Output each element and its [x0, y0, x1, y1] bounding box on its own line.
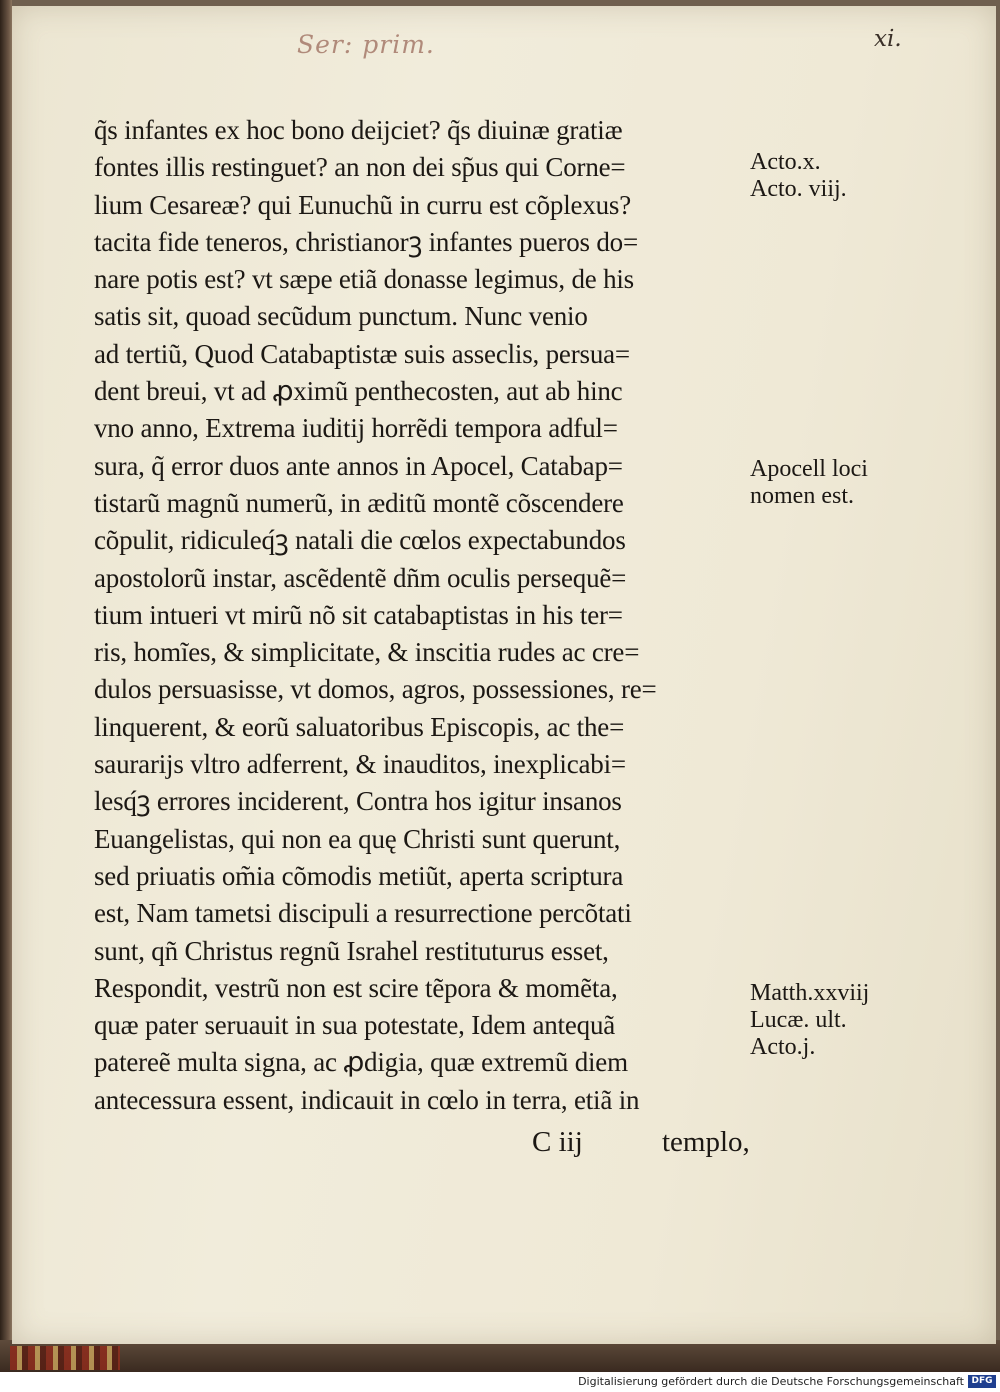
dfg-logo: DFG: [968, 1375, 996, 1388]
text-line: sura, q̃ error duos ante annos in Apocel, Catabap=: [94, 450, 623, 481]
margin-note-line: Acto.x.: [750, 149, 821, 175]
margin-note-line: Apocell loci: [750, 456, 868, 482]
text-line: sunt, qñ Christus regnũ Israhel restituturus esset,: [94, 935, 609, 966]
margin-note-line: Acto.j.: [750, 1034, 816, 1060]
book-spine-edge: [0, 0, 12, 1372]
text-line: tium intueri vt mirũ nõ sit catabaptistas in his ter=: [94, 599, 623, 630]
margin-note-line: Lucæ. ult.: [750, 1007, 847, 1033]
book-bottom-edge: [0, 1340, 1000, 1372]
text-line: nare potis est? vt sæpe etiã donasse legimus, de his: [94, 264, 634, 295]
text-line: apostolorũ instar, ascẽdentẽ dñm oculis persequẽ=: [94, 562, 627, 593]
text-line: antecessura essent, indicauit in cœlo in terra, etiã in: [94, 1084, 640, 1115]
signature-mark: C iij: [532, 1126, 583, 1158]
text-line: cõpulit, ridiculeq́ꝫ natali die cœlos expectabundos: [94, 525, 626, 556]
text-line: patereẽ multa signa, ac ꝓdigia, quæ extremũ diem: [94, 1047, 628, 1078]
text-line: Respondit, vestrũ non est scire tẽpora & momẽta,: [94, 972, 618, 1003]
margin-note-matthew: [750, 980, 890, 1061]
footer-bar: [0, 1372, 1000, 1392]
margin-note-line: Acto. viij.: [750, 176, 847, 202]
margin-note-line: Matth.xxviij: [750, 980, 870, 1006]
text-line: ad tertiũ, Quod Catabaptistæ suis asseclis, persua=: [94, 338, 630, 369]
text-line: est, Nam tametsi discipuli a resurrectione percõtati: [94, 898, 632, 929]
folio-number: xi.: [874, 26, 902, 52]
text-line: vno anno, Extrema iuditij horrẽdi tempora adful=: [94, 413, 618, 444]
binding-decoration: [10, 1346, 120, 1370]
text-line: Euangelistas, qui non ea quę Christi sunt querunt,: [94, 823, 621, 854]
text-line: tacita fide teneros, christianorꝫ infantes pueros do=: [94, 226, 638, 257]
text-line: sed priuatis om̃ia cõmodis metiũt, aperta scriptura: [94, 860, 624, 891]
margin-note-apocell: [750, 456, 890, 510]
text-line: quæ pater seruauit in sua potestate, Idem antequã: [94, 1010, 616, 1041]
handwritten-inscription: Ser: prim.: [297, 30, 435, 59]
text-line: linquerent, & eorũ saluatoribus Episcopis, ac the=: [94, 711, 625, 742]
text-line: tistarũ magnũ numerũ, in æditũ montẽ cõscendere: [94, 487, 624, 518]
text-line: satis sit, quoad secũdum punctum. Nunc venio: [94, 301, 588, 332]
margin-note-line: nomen est.: [750, 483, 854, 509]
main-text-block: [94, 112, 774, 1119]
book-page: [12, 6, 996, 1344]
text-line: dent breui, vt ad ꝓximũ penthecosten, aut ab hinc: [94, 376, 623, 407]
text-line: dulos persuasisse, vt domos, agros, possessiones, re=: [94, 674, 657, 705]
text-line: ris, homĩes, & simplicitate, & inscitia rudes ac cre=: [94, 637, 640, 668]
text-line: saurarijs vltro adferrent, & inauditos, inexplicabi=: [94, 749, 626, 780]
catchword: templo,: [662, 1126, 750, 1158]
text-line: lesq́ꝫ errores inciderent, Contra hos igitur insanos: [94, 786, 622, 817]
page-foot: [94, 1126, 774, 1166]
text-line: fontes illis restinguet? an non dei sp̃us qui Corne=: [94, 152, 626, 183]
funding-credit: Digitalisierung gefördert durch die Deutsche Forschungsgemeinschaft: [578, 1375, 964, 1388]
margin-note-acts: [750, 149, 890, 203]
text-line: lium Cesareæ? qui Eunuchũ in curru est cõplexus?: [94, 189, 632, 220]
text-line: q̃s infantes ex hoc bono deijciet? q̃s diuinæ gratiæ: [94, 115, 623, 145]
